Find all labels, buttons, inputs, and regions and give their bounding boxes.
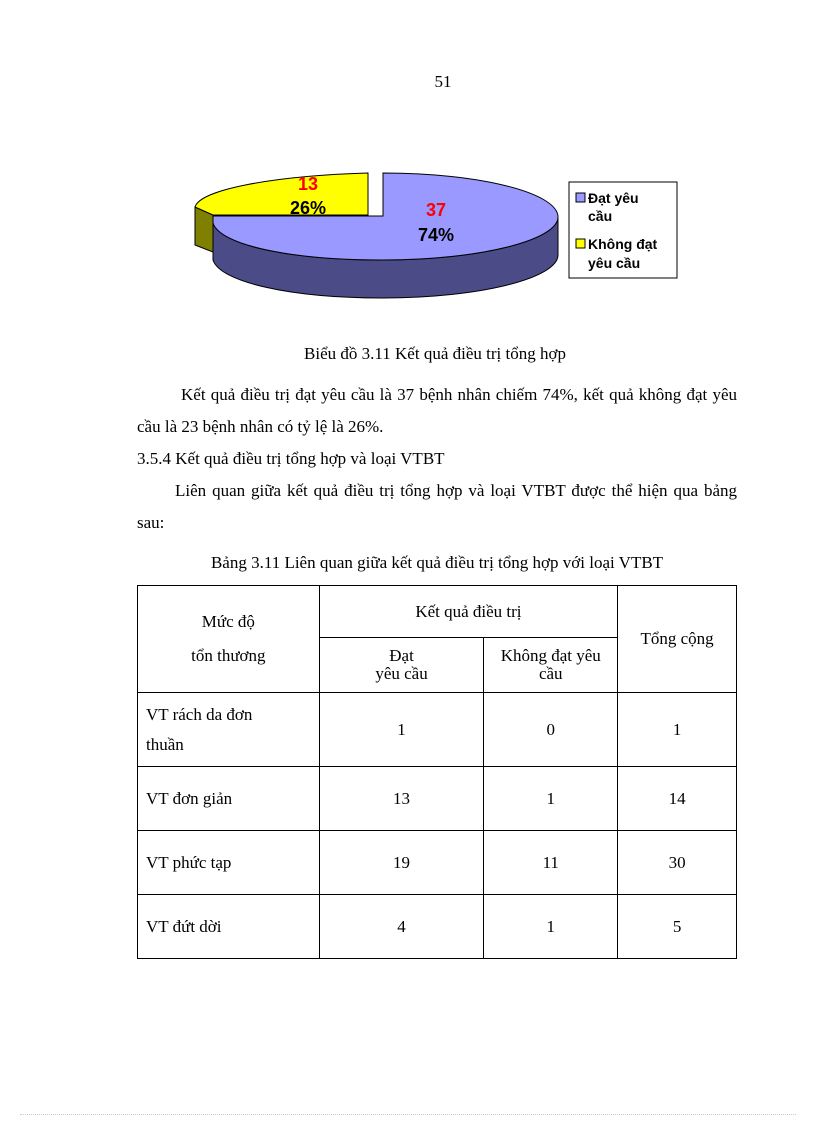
table-title: Bảng 3.11 Liên quan giữa kết quả điều trị tổng hợp với loại VTBT xyxy=(210,553,664,572)
pie-chart xyxy=(180,160,690,320)
cell-dat: 13 xyxy=(319,767,484,831)
legend-khong-dat-line2: yêu cầu xyxy=(588,255,641,271)
header-dat xyxy=(319,638,484,693)
slice-percent-khong-dat: 26% xyxy=(289,198,327,218)
cell-tong: 1 xyxy=(618,693,737,767)
page-number: 51 xyxy=(434,72,452,91)
cell-khong-dat: 1 xyxy=(484,767,618,831)
cell-tong: 14 xyxy=(618,767,737,831)
header-dat-line2: yêu cầu xyxy=(375,664,428,683)
row-label: VT đơn giản xyxy=(138,767,320,831)
header-muc-do-line2: tổn thương xyxy=(191,646,266,665)
header-khong-dat xyxy=(484,638,618,693)
result-table xyxy=(137,585,737,959)
paragraph-table-intro: Liên quan giữa kết quả điều trị tổng hợp và loại VTBT được thể hiện qua bảng sau: xyxy=(137,481,737,532)
table-header-row xyxy=(138,586,737,638)
legend-khong-dat-line1: Không đạt xyxy=(588,236,658,252)
slice-count-dat: 37 xyxy=(425,200,447,220)
cell-khong-dat: 0 xyxy=(484,693,618,767)
header-tong-cong: Tổng cộng xyxy=(618,586,737,693)
legend-dat-line1: Đạt yêu xyxy=(588,190,639,206)
slice-percent-dat: 74% xyxy=(417,225,455,245)
cell-dat: 1 xyxy=(319,693,484,767)
table-row xyxy=(138,693,737,767)
chart-caption: Biểu đồ 3.11 Kết quả điều trị tổng hợp xyxy=(304,344,566,363)
legend-swatch-khong-dat xyxy=(576,239,585,248)
header-muc-do-line1: Mức độ xyxy=(201,612,255,631)
header-muc-do xyxy=(138,586,320,693)
cell-tong: 30 xyxy=(618,831,737,895)
header-khong-dat-line1: Không đạt yêu xyxy=(500,646,601,665)
pie-slice-khong-dat xyxy=(195,173,368,215)
section-heading: 3.5.4 Kết quả điều trị tổng hợp và loại VTBT xyxy=(137,449,445,468)
slice-count-khong-dat: 13 xyxy=(297,174,319,194)
table-row xyxy=(138,831,737,895)
row-label: VT đứt dời xyxy=(138,895,320,959)
row-label xyxy=(138,693,320,767)
cell-dat: 4 xyxy=(319,895,484,959)
cell-tong: 5 xyxy=(618,895,737,959)
row-label-line1: VT rách da đơn xyxy=(146,704,253,724)
header-dat-line1: Đạt xyxy=(389,646,414,665)
legend-dat-line2: cầu xyxy=(588,208,613,224)
table-row xyxy=(138,767,737,831)
row-label-line2: thuần xyxy=(146,734,184,754)
header-khong-dat-line2: cầu xyxy=(538,664,563,683)
row-label: VT phức tạp xyxy=(138,831,320,895)
cell-dat: 19 xyxy=(319,831,484,895)
cell-khong-dat: 1 xyxy=(484,895,618,959)
page-bottom-border xyxy=(20,1114,796,1115)
table-row xyxy=(138,895,737,959)
header-ket-qua: Kết quả điều trị xyxy=(319,586,617,638)
paragraph-result: Kết quả điều trị đạt yêu cầu là 37 bệnh nhân chiếm 74%, kết quả không đạt yêu cầu là 23 bệnh nhân có tỷ lệ là 26%. xyxy=(137,385,737,436)
legend-swatch-dat xyxy=(576,193,585,202)
cell-khong-dat: 11 xyxy=(484,831,618,895)
